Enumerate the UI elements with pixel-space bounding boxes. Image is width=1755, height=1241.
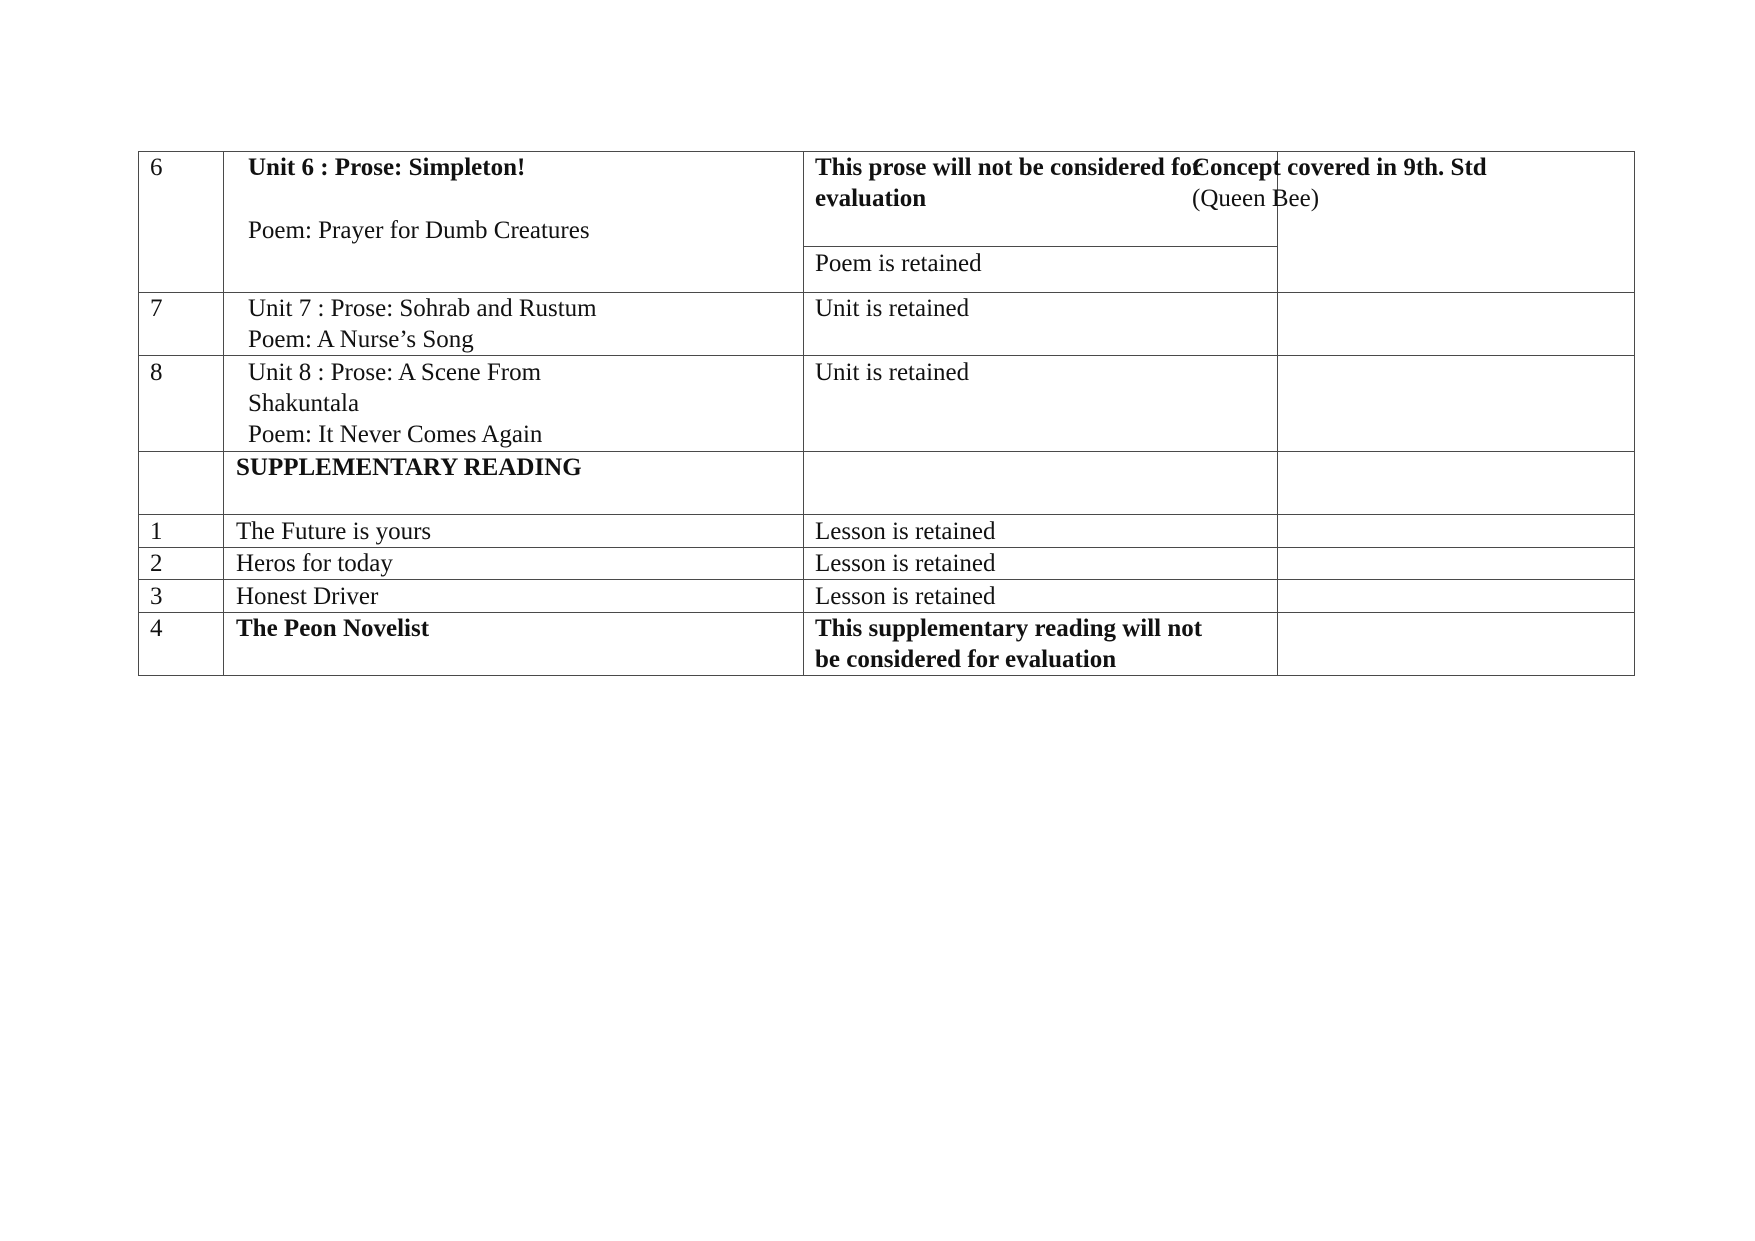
status-text: Poem is retained [815, 250, 982, 277]
serial-number: 4 [150, 615, 163, 642]
serial-number: 3 [150, 583, 163, 610]
unit-poem: Poem: It Never Comes Again [248, 421, 543, 448]
remark-text: (Queen Bee) [1192, 185, 1320, 212]
table-line [138, 675, 1635, 676]
unit-title: Shakuntala [248, 390, 360, 417]
section-heading: SUPPLEMENTARY READING [236, 454, 582, 481]
unit-title: Unit 8 : Prose: A Scene From [248, 359, 542, 386]
serial-number: 6 [150, 154, 163, 181]
status-text: evaluation [815, 185, 927, 212]
status-text: Unit is retained [815, 359, 970, 386]
lesson-title: The Future is yours [236, 518, 432, 545]
serial-number: 7 [150, 295, 163, 322]
table-line [1277, 151, 1278, 676]
unit-title: Unit 6 : Prose: Simpleton! [248, 154, 526, 181]
serial-number: 1 [150, 518, 163, 545]
unit-poem: Poem: A Nurse’s Song [248, 326, 474, 353]
status-text: This supplementary reading will not [815, 615, 1203, 642]
serial-number: 8 [150, 359, 163, 386]
status-text: This prose will not be considered for [815, 154, 1203, 181]
table-line [803, 151, 804, 676]
status-text: Lesson is retained [815, 518, 996, 545]
table-line [1634, 151, 1635, 676]
status-text: Lesson is retained [815, 583, 996, 610]
remark-text: Concept covered in 9th. Std [1192, 154, 1487, 181]
status-text: be considered for evaluation [815, 646, 1117, 673]
unit-title: Unit 7 : Prose: Sohrab and Rustum [248, 295, 597, 322]
lesson-title: Heros for today [236, 550, 393, 577]
lesson-title: Honest Driver [236, 583, 379, 610]
table-line [138, 151, 139, 676]
serial-number: 2 [150, 550, 163, 577]
lesson-title: The Peon Novelist [236, 615, 430, 642]
unit-poem: Poem: Prayer for Dumb Creatures [248, 217, 590, 244]
status-text: Lesson is retained [815, 550, 996, 577]
table-line [223, 151, 224, 676]
status-text: Unit is retained [815, 295, 970, 322]
